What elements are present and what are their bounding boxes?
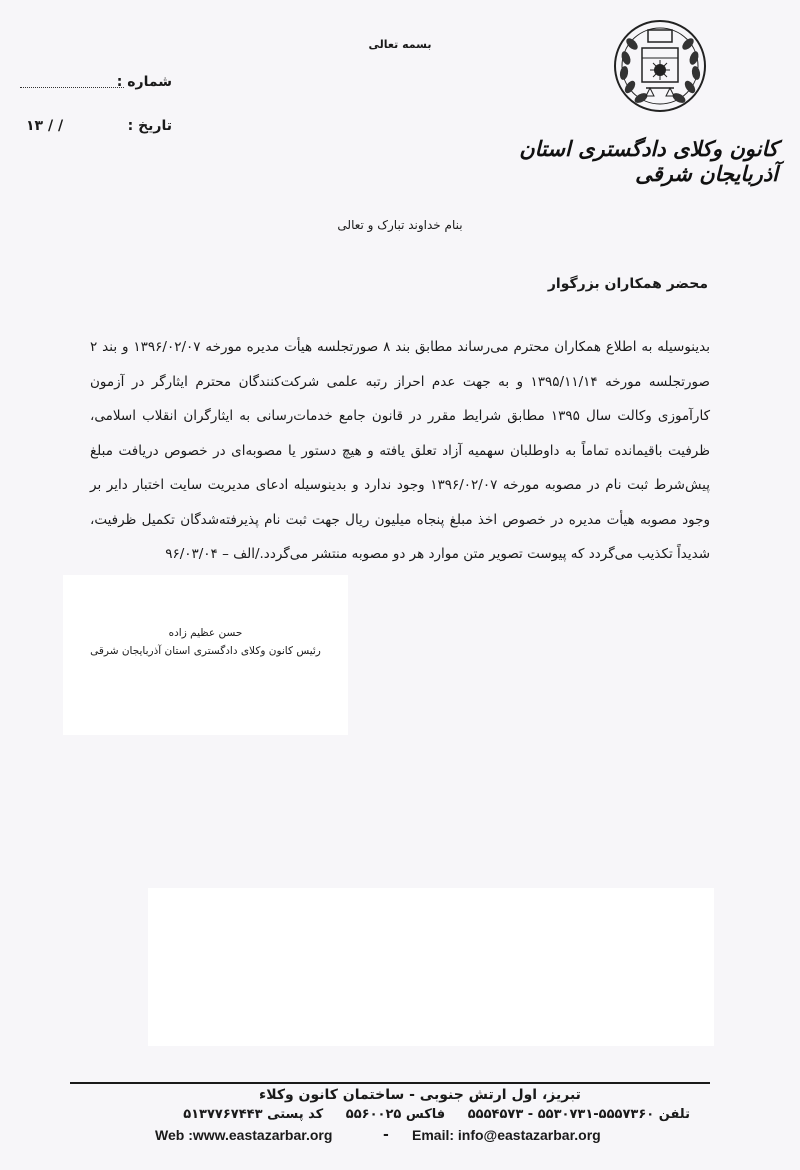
- date-label: تاریخ :: [127, 118, 172, 134]
- footer-phone: تلفن ۵۵۵۷۳۶۰-۵۵۳۰۷۳۱ - ۵۵۵۴۵۷۳: [467, 1107, 690, 1122]
- footer-divider: [70, 1082, 710, 1084]
- footer-email[interactable]: Email: info@eastazarbar.org: [412, 1127, 601, 1143]
- footer-website[interactable]: Web :www.eastazarbar.org: [155, 1127, 333, 1143]
- footer-address: تبریز، اول ارتش جنوبی - ساختمان کانون وکلاء: [259, 1087, 581, 1103]
- organization-name: کانون وکلای دادگستری استان آذربایجان شرقی: [519, 136, 778, 186]
- number-dotted-line: [20, 87, 124, 88]
- salutation: محضر همکاران بزرگوار: [547, 276, 708, 292]
- signatory-name: حسن عظیم زاده: [168, 627, 243, 639]
- redacted-area: [148, 888, 714, 1046]
- date-template: ۱۳ / /: [26, 118, 64, 134]
- letter-date-field: [20, 118, 180, 140]
- bar-association-emblem-icon: [612, 18, 708, 114]
- footer-postal-code: کد پستی ۵۱۳۷۷۶۷۴۴۳: [183, 1107, 324, 1122]
- footer-contacts: [120, 1107, 690, 1122]
- signature-box: [63, 575, 348, 735]
- number-label: شماره :: [116, 74, 172, 90]
- letter-number-field: [20, 74, 180, 96]
- footer-separator: -: [383, 1127, 389, 1143]
- footer-fax: فاکس ۵۵۶۰۰۲۵: [345, 1107, 446, 1122]
- invocation: بنام خداوند تبارک و تعالی: [337, 218, 463, 232]
- letter-body: بدینوسیله به اطلاع همکاران محترم می‌رساند مطابق بند ۸ صورتجلسه هیأت مدیره مورخه ۱۳۹۶/۰۲/۰۷ و بند ۲ صورتجلسه مورخه ۱۳۹۵/۱۱/۱۴ و به جهت عدم احراز رتبه علمی شرکت‌کنندگان محترم ایثارگر در آزمون کارآموزی وکالت سال ۱۳۹۵ مطابق شرایط مقرر در قانون جامع خدمات‌رسانی به ایثارگران انقلاب اسلامی، ظرفیت باقیمانده تماماً به داوطلبان سهمیه آزاد تعلق یافته و هیچ دستور یا مصوبه‌ای در خصوص دریافت مبلغ پیش‌شرط ثبت نام در مصوبه مورخه ۱۳۹۶/۰۲/۰۷ وجود ندارد و بدینوسیله ادعای مدیریت سایت اختبار دایر بر وجود مصوبه هیأت مدیره در خصوص اخذ مبلغ پنجاه میلیون ریال جهت ثبت نام پذیرفته‌شدگان تکمیل ظرفیت، شدیداً تکذیب می‌گردد که پیوست تصویر متن موارد هر دو مصوبه منتشر می‌گردد./الف – ۹۶/۰۳/۰۴: [90, 339, 710, 562]
- signatory-title: رئیس کانون وکلای دادگستری استان آذربایجان شرقی: [90, 645, 321, 657]
- bismillah-header: بسمه تعالی: [368, 38, 432, 51]
